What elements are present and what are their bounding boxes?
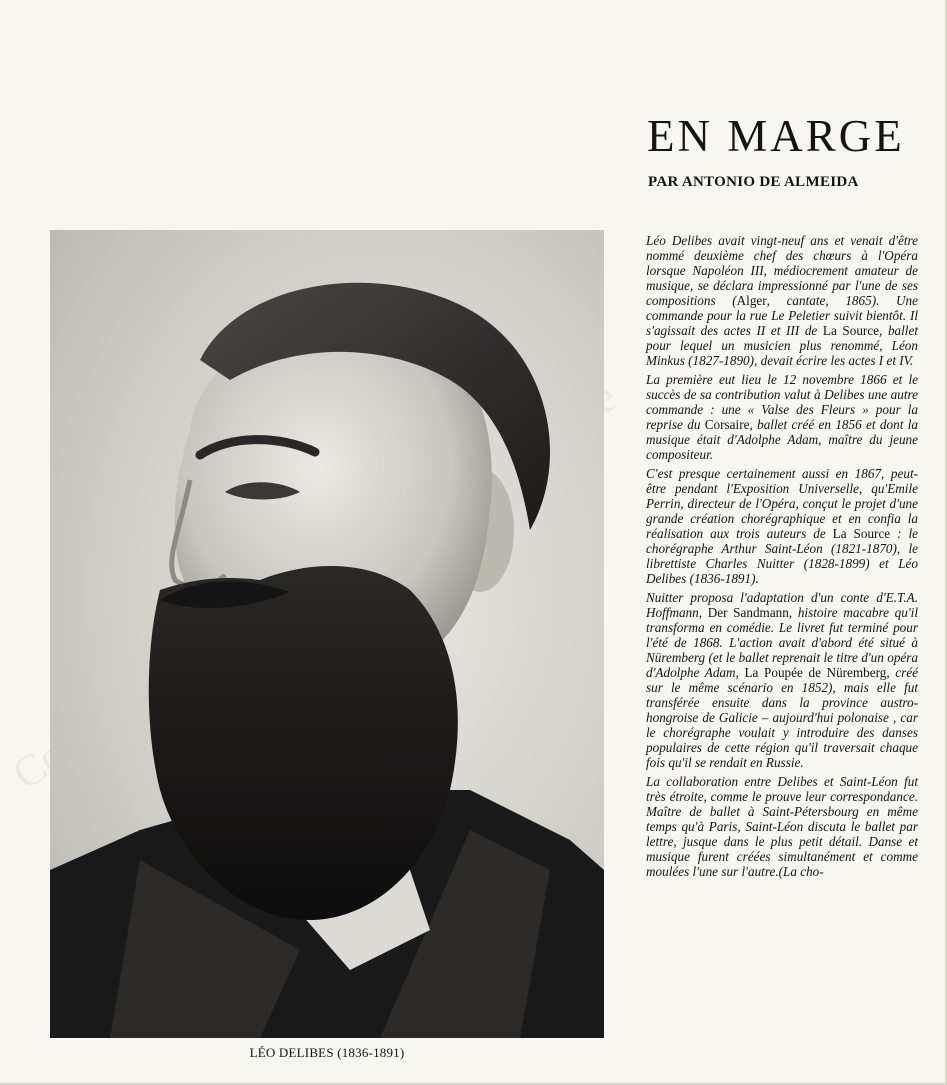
article-paragraph-2: La première eut lieu le 12 novembre 1866 et le succès de sa contribution valut à Delibes une autre commande : une « Valse des Fleurs » pour la reprise du Corsaire, ballet créé en 1856 et dont la musique était d'Adolphe Adam, maître du jeune compositeur. <box>646 372 918 462</box>
portrait-illustration <box>50 230 604 1038</box>
article-paragraph-1: Léo Delibes avait vingt-neuf ans et venait d'être nommé deuxième chef des chœurs à l'Opéra lorsque Napoléon III, médiocrement amateur de musique, se déclara impressionné par l'une de ses compositions (Alger, cantate, 1865). Une commande pour la rue Le Peletier suivit bientôt. Il s'agissait des actes II et III de La Source, ballet pour lequel un musicien plus renommé, Léon Minkus (1827-1890), devait écrire les actes I et IV. <box>646 233 918 368</box>
portrait-photo <box>50 230 604 1038</box>
page-title: EN MARGE <box>647 111 905 161</box>
article-paragraph-5: La collaboration entre Delibes et Saint-Léon fut très étroite, comme le prouve leur correspondance. Maître de ballet à Saint-Pétersbourg en même temps qu'à Paris, Saint-Léon discuta le ballet par lettre, jusque dans le plus petit détail. Danse et musique furent créées simultanément et comme moulées l'une sur l'autre.(La cho- <box>646 774 918 879</box>
article-paragraph-4: Nuitter proposa l'adaptation d'un conte d'E.T.A. Hoffmann, Der Sandmann, histoire macabre qu'il transforma en comédie. Le livret fut terminé pour l'été de 1868. L'action avait d'abord été situé à Nüremberg (et le ballet reprenait le titre d'un opéra d'Adolphe Adam, La Poupée de Nüremberg, créé sur le même scénario en 1852), mais elle fut transférée ensuite dans la province austro-hongroise de Galicie – aujourd'hui polonaise , car le chorégraphe voulait y introduire des danses populaires de cette région qu'il traversait chaque fois qu'il se rendait en Russie. <box>646 590 918 770</box>
article-body <box>646 233 918 883</box>
photo-caption: LÉO DELIBES (1836-1891) <box>249 1045 405 1060</box>
author-byline: PAR ANTONIO DE ALMEIDA <box>648 174 859 190</box>
article-paragraph-3: C'est presque certainement aussi en 1867, peut-être pendant l'Exposition Universelle, qu'Emile Perrin, directeur de l'Opéra, conçut le projet d'une grande création chorégraphique et en confia la réalisation aux trois auteurs de La Source : le chorégraphe Arthur Saint-Léon (1821-1870), le librettiste Charles Nuitter (1828-1899) et Léo Delibes (1836-1891). <box>646 466 918 586</box>
